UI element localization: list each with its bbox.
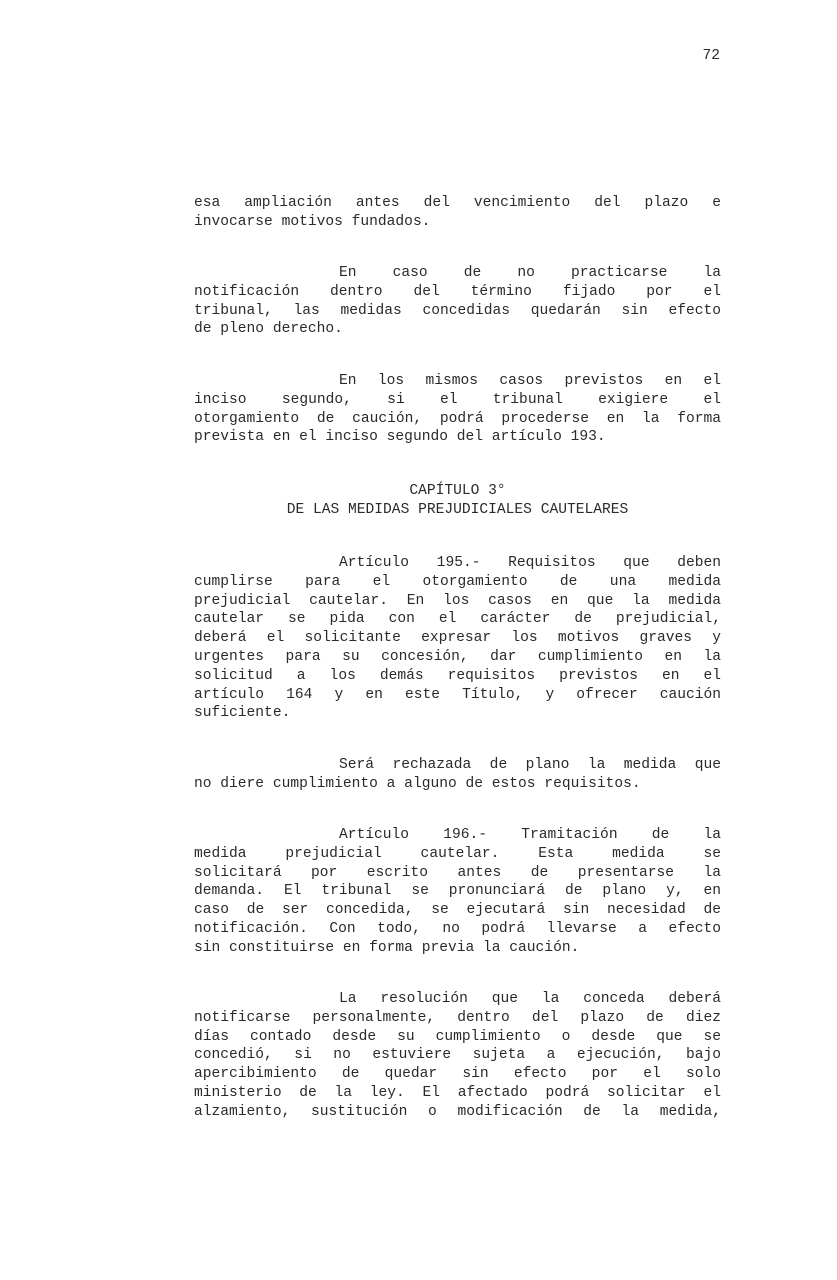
text-line: inciso segundo, si el tribunal exigiere el: [194, 391, 721, 408]
paragraph-resolucion: [194, 990, 721, 1122]
text-line: Será rechazada de plano la medida que: [339, 757, 721, 773]
text-line: Artículo 195.- Requisitos que deben: [339, 555, 721, 571]
text-line: tribunal, las medidas concedidas quedarán sin efecto: [194, 302, 721, 319]
text-line: cautelar se pida con el carácter de prejudicial,: [194, 611, 721, 628]
text-line: sin constituirse en forma previa la caución.: [194, 939, 580, 956]
text-line: de pleno derecho.: [194, 321, 343, 338]
text-line: concedió, si no estuviere sujeta a ejecución, bajo: [194, 1047, 721, 1064]
text-line: urgentes para su concesión, dar cumplimiento en la: [194, 648, 721, 665]
text-line: solicitud a los demás requisitos previstos en el: [194, 667, 721, 684]
paragraph-notificacion: [194, 264, 721, 339]
text-line: prejudicial cautelar. En los casos en que la medida: [194, 592, 721, 609]
text-line: artículo 164 y en este Título, y ofrecer caución: [194, 686, 721, 703]
paragraph-mismos-casos: [194, 372, 721, 447]
text-line: prevista en el inciso segundo del artículo 193.: [194, 429, 606, 446]
text-line: cumplirse para el otorgamiento de una medida: [194, 573, 721, 590]
chapter-heading: [194, 482, 721, 520]
text-line: invocarse motivos fundados.: [194, 213, 431, 230]
text-line: medida prejudicial cautelar. Esta medida se: [194, 845, 721, 862]
text-line: notificarse personalmente, dentro del plazo de diez: [194, 1009, 721, 1026]
chapter-number: CAPÍTULO 3°: [409, 483, 506, 499]
text-line: notificación. Con todo, no podrá llevarse a efecto: [194, 920, 721, 937]
article-195: [194, 554, 721, 723]
article-196: [194, 826, 721, 958]
text-line: días contado desde su cumplimiento o desde que se: [194, 1028, 721, 1045]
page-number: 72: [702, 48, 720, 64]
text-line: esa ampliación antes del vencimiento del plazo e: [194, 195, 721, 211]
paragraph-continuation: [194, 194, 721, 232]
chapter-title: DE LAS MEDIDAS PREJUDICIALES CAUTELARES: [286, 501, 629, 518]
text-line: demanda. El tribunal se pronunciará de plano y, en: [194, 883, 721, 900]
text-line: suficiente.: [194, 705, 291, 722]
text-line: notificación dentro del término fijado por el: [194, 283, 721, 300]
text-line: alzamiento, sustitución o modificación de la medida,: [194, 1103, 721, 1120]
text-line: ministerio de la ley. El afectado podrá solicitar el: [194, 1084, 721, 1101]
text-line: caso de ser concedida, se ejecutará sin necesidad de: [194, 902, 721, 919]
text-line: solicitará por escrito antes de presentarse la: [194, 864, 721, 881]
text-line: Artículo 196.- Tramitación de la: [339, 827, 721, 843]
text-line: apercibimiento de quedar sin efecto por el solo: [194, 1066, 721, 1083]
text-line: En caso de no practicarse la: [339, 265, 721, 281]
text-line: no diere cumplimiento a alguno de estos requisitos.: [194, 775, 641, 792]
text-line: La resolución que la conceda deberá: [339, 991, 721, 1007]
text-line: otorgamiento de caución, podrá procederse en la forma: [194, 410, 721, 427]
text-line: En los mismos casos previstos en el: [339, 373, 721, 389]
paragraph-rechazo: [194, 756, 721, 794]
text-line: deberá el solicitante expresar los motivos graves y: [194, 630, 721, 647]
